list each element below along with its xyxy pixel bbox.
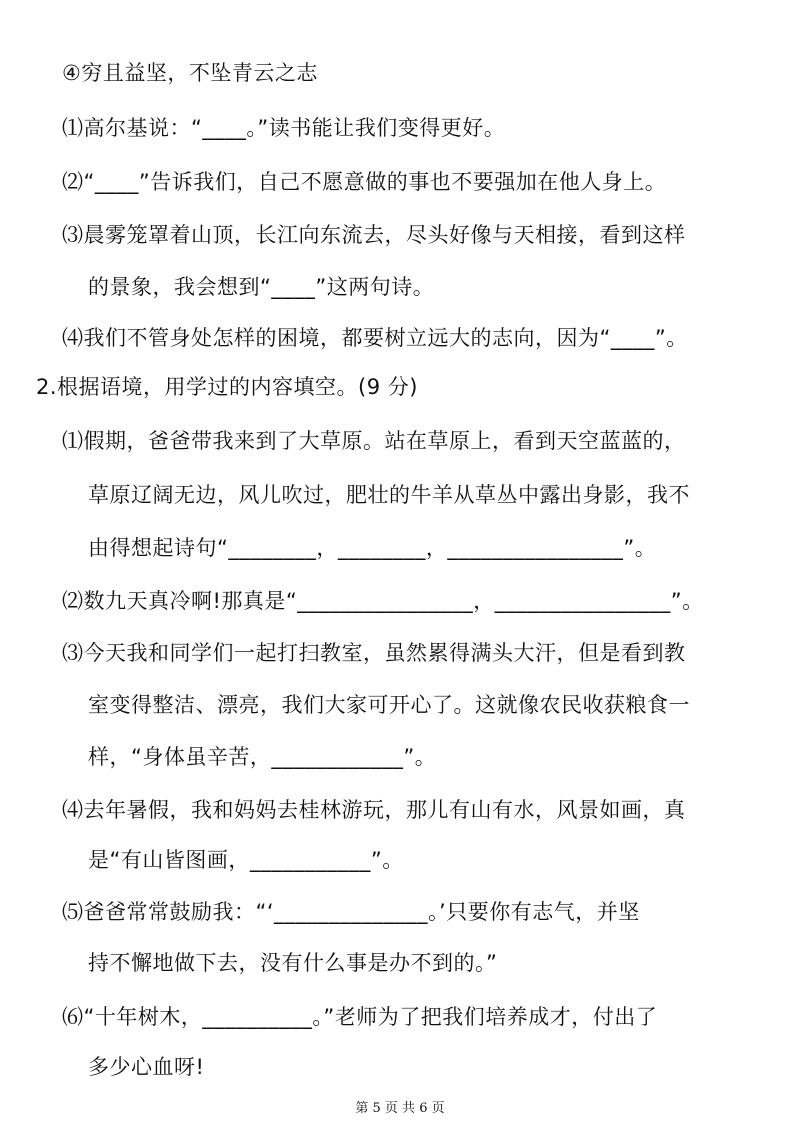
text-line-18: 持不懈地做下去，没有什么事是办不到的。” xyxy=(88,951,498,975)
text-line-8: ⑴假期，爸爸带我来到了大草原。站在草原上，看到天空蓝蓝的， xyxy=(62,429,686,453)
text-line-9: 草原辽阔无边，风儿吹过，肥壮的牛羊从草丛中露出身影，我不 xyxy=(88,483,690,507)
text-line-17: ⑸爸爸常常鼓励我：“‘______________。’只要你有志气，并坚 xyxy=(62,900,640,924)
text-line-2: ⑴高尔基说：“____。”读书能让我们变得更好。 xyxy=(62,116,506,140)
text-line-16: 是“有山皆图画，___________”。 xyxy=(88,848,404,872)
text-line-10: 由得想起诗句“________，________，________________”。 xyxy=(88,536,657,560)
text-line-5: 的景象，我会想到“____”这两句诗。 xyxy=(88,275,435,299)
page-number-footer: 第 5 页 共 6 页 xyxy=(355,1101,445,1116)
text-line-15: ⑷去年暑假，我和妈妈去桂林游玩，那儿有山有水，风景如画，真 xyxy=(62,798,686,822)
text-line-14: 样，“身体虽辛苦，____________”。 xyxy=(88,745,437,769)
text-line-11: ⑵数九天真冷啊!那真是“________________，________________”。 xyxy=(62,589,704,613)
text-line-4: ⑶晨雾笼罩着山顶，长江向东流去，尽头好像与天相接，看到这样 xyxy=(62,223,686,247)
text-line-12: ⑶今天我和同学们一起打扫教室，虽然累得满头大汗，但是看到教 xyxy=(62,641,686,665)
section-heading: 2.根据语境，用学过的内容填空。(9 分) xyxy=(36,375,418,399)
text-line-20: 多少心血呀! xyxy=(88,1055,205,1079)
text-line-13: 室变得整洁、漂亮，我们大家可开心了。这就像农民收获粮食一 xyxy=(88,693,690,717)
text-line-19: ⑹“十年树木，__________。”老师为了把我们培养成才，付出了 xyxy=(62,1005,658,1029)
text-line-6: ⑷我们不管身处怎样的困境，都要树立远大的志向，因为“____”。 xyxy=(62,326,688,350)
text-line-1: ④穷且益坚，不坠青云之志 xyxy=(62,61,318,85)
text-line-3: ⑵“____”告诉我们，自己不愿意做的事也不要强加在他人身上。 xyxy=(62,170,667,194)
